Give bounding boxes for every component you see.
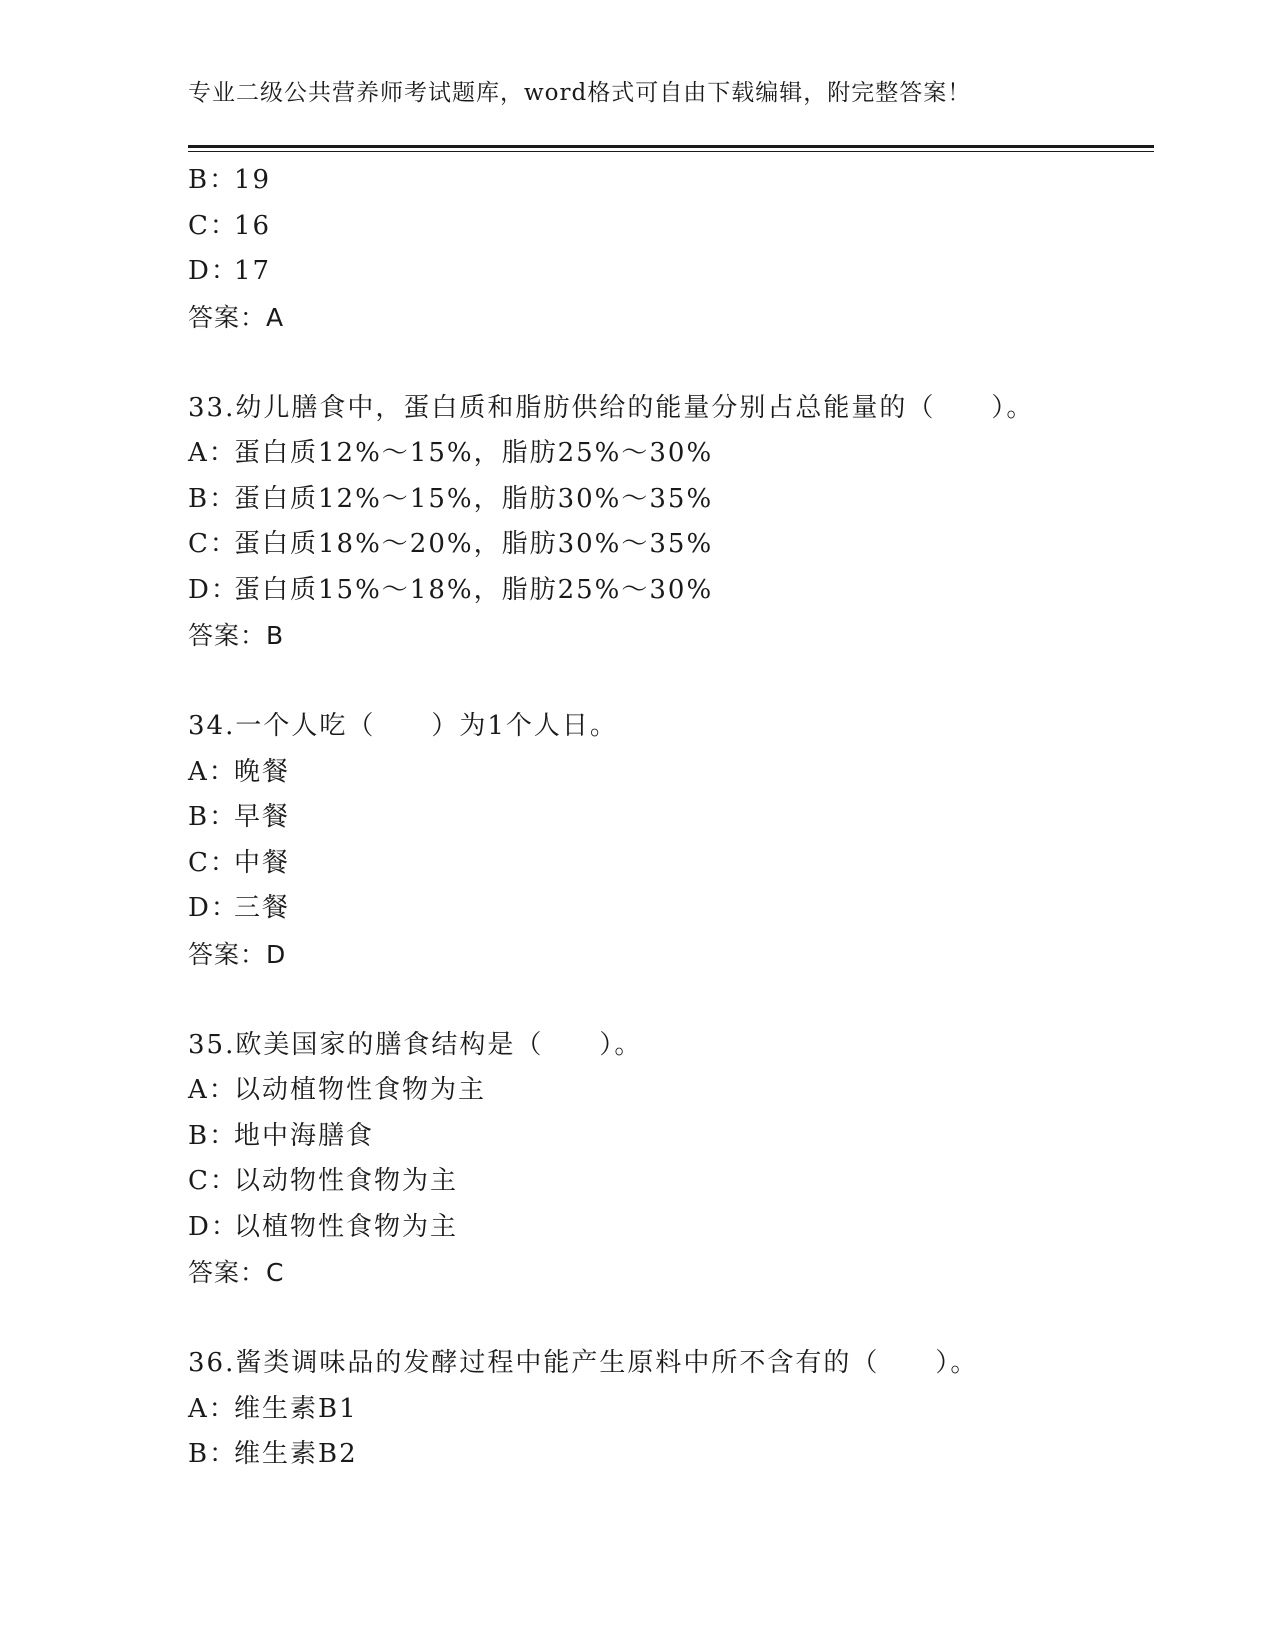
option-letter: A： [188, 1075, 237, 1105]
option-letter: A： [188, 756, 237, 787]
option-text: 维生素B2 [234, 1439, 358, 1469]
option-letter: D： [188, 256, 239, 286]
option-text: 地中海膳食 [234, 1120, 375, 1151]
option-letter: C： [188, 529, 238, 559]
question-stem: 35.欧美国家的膳食结构是（ ）。 [188, 1029, 643, 1060]
option-letter: C： [188, 847, 238, 878]
answer-line: 答案：B [188, 621, 285, 650]
question-stem: 33.幼儿膳食中，蛋白质和脂肪供给的能量分别占总能量的（ ）。 [188, 392, 1035, 423]
option-letter: B： [188, 802, 238, 832]
option-d [188, 249, 1154, 295]
question-block-33 [188, 386, 1154, 659]
option-b [188, 1432, 1154, 1478]
spacer [188, 340, 1154, 386]
option-letter: B： [188, 1439, 238, 1469]
question-block-36 [188, 1341, 1154, 1478]
question-stem: 34.一个人吃（ ）为1个人日。 [188, 711, 618, 741]
option-text: 三餐 [234, 893, 291, 923]
question-stem: 36.酱类调味品的发酵过程中能产生原料中所不含有的（ ）。 [188, 1348, 979, 1378]
option-letter: B： [188, 483, 238, 514]
answer-line: 答案：D [188, 939, 287, 969]
option-letter: B： [188, 1120, 238, 1151]
option-text: 早餐 [234, 802, 291, 832]
option-text: 以植物性食物为主 [234, 1211, 459, 1242]
page-header: 专业二级公共营养师考试题库，word格式可自由下载编辑，附完整答案！ [188, 80, 972, 106]
option-text: 蛋白质18%～20%，脂肪30%～35% [234, 529, 714, 559]
option-c [188, 1159, 1154, 1205]
option-text: 19 [234, 165, 272, 195]
option-c [188, 204, 1154, 250]
option-text: 以动植物性食物为主 [234, 1075, 487, 1105]
option-letter: D： [188, 1211, 239, 1242]
option-text: 蛋白质15%～18%，脂肪25%～30% [234, 574, 714, 605]
option-text: 维生素B1 [234, 1393, 358, 1424]
question-content [188, 158, 1154, 1478]
option-letter: C： [188, 210, 238, 241]
spacer [188, 659, 1154, 705]
option-a [188, 431, 1154, 477]
spacer [188, 977, 1154, 1023]
option-letter: A： [188, 1393, 237, 1424]
option-letter: C： [188, 1166, 238, 1196]
option-letter: B： [188, 165, 238, 195]
option-text: 17 [234, 256, 272, 286]
option-d [188, 568, 1154, 614]
option-text: 蛋白质12%～15%，脂肪30%～35% [234, 483, 714, 514]
option-letter: D： [188, 574, 239, 605]
option-b [188, 158, 1154, 204]
option-a [188, 1387, 1154, 1433]
answer-line: 答案：A [188, 302, 285, 332]
option-letter: D： [188, 893, 239, 923]
option-letter: A： [188, 438, 237, 468]
option-c [188, 522, 1154, 568]
question-block-35 [188, 1023, 1154, 1296]
option-b [188, 1114, 1154, 1160]
option-text: 中餐 [234, 847, 291, 878]
option-a [188, 750, 1154, 796]
prev-question-block [188, 158, 1154, 340]
option-text: 晚餐 [234, 756, 291, 787]
option-a [188, 1068, 1154, 1114]
question-block-34 [188, 704, 1154, 977]
option-text: 16 [234, 210, 272, 241]
spacer [188, 1296, 1154, 1342]
answer-line: 答案：C [188, 1258, 285, 1287]
option-b [188, 477, 1154, 523]
header-divider [188, 145, 1154, 152]
option-text: 蛋白质12%～15%，脂肪25%～30% [234, 438, 714, 468]
option-d [188, 1205, 1154, 1251]
option-d [188, 886, 1154, 932]
option-text: 以动物性食物为主 [234, 1166, 459, 1196]
option-b [188, 795, 1154, 841]
option-c [188, 841, 1154, 887]
